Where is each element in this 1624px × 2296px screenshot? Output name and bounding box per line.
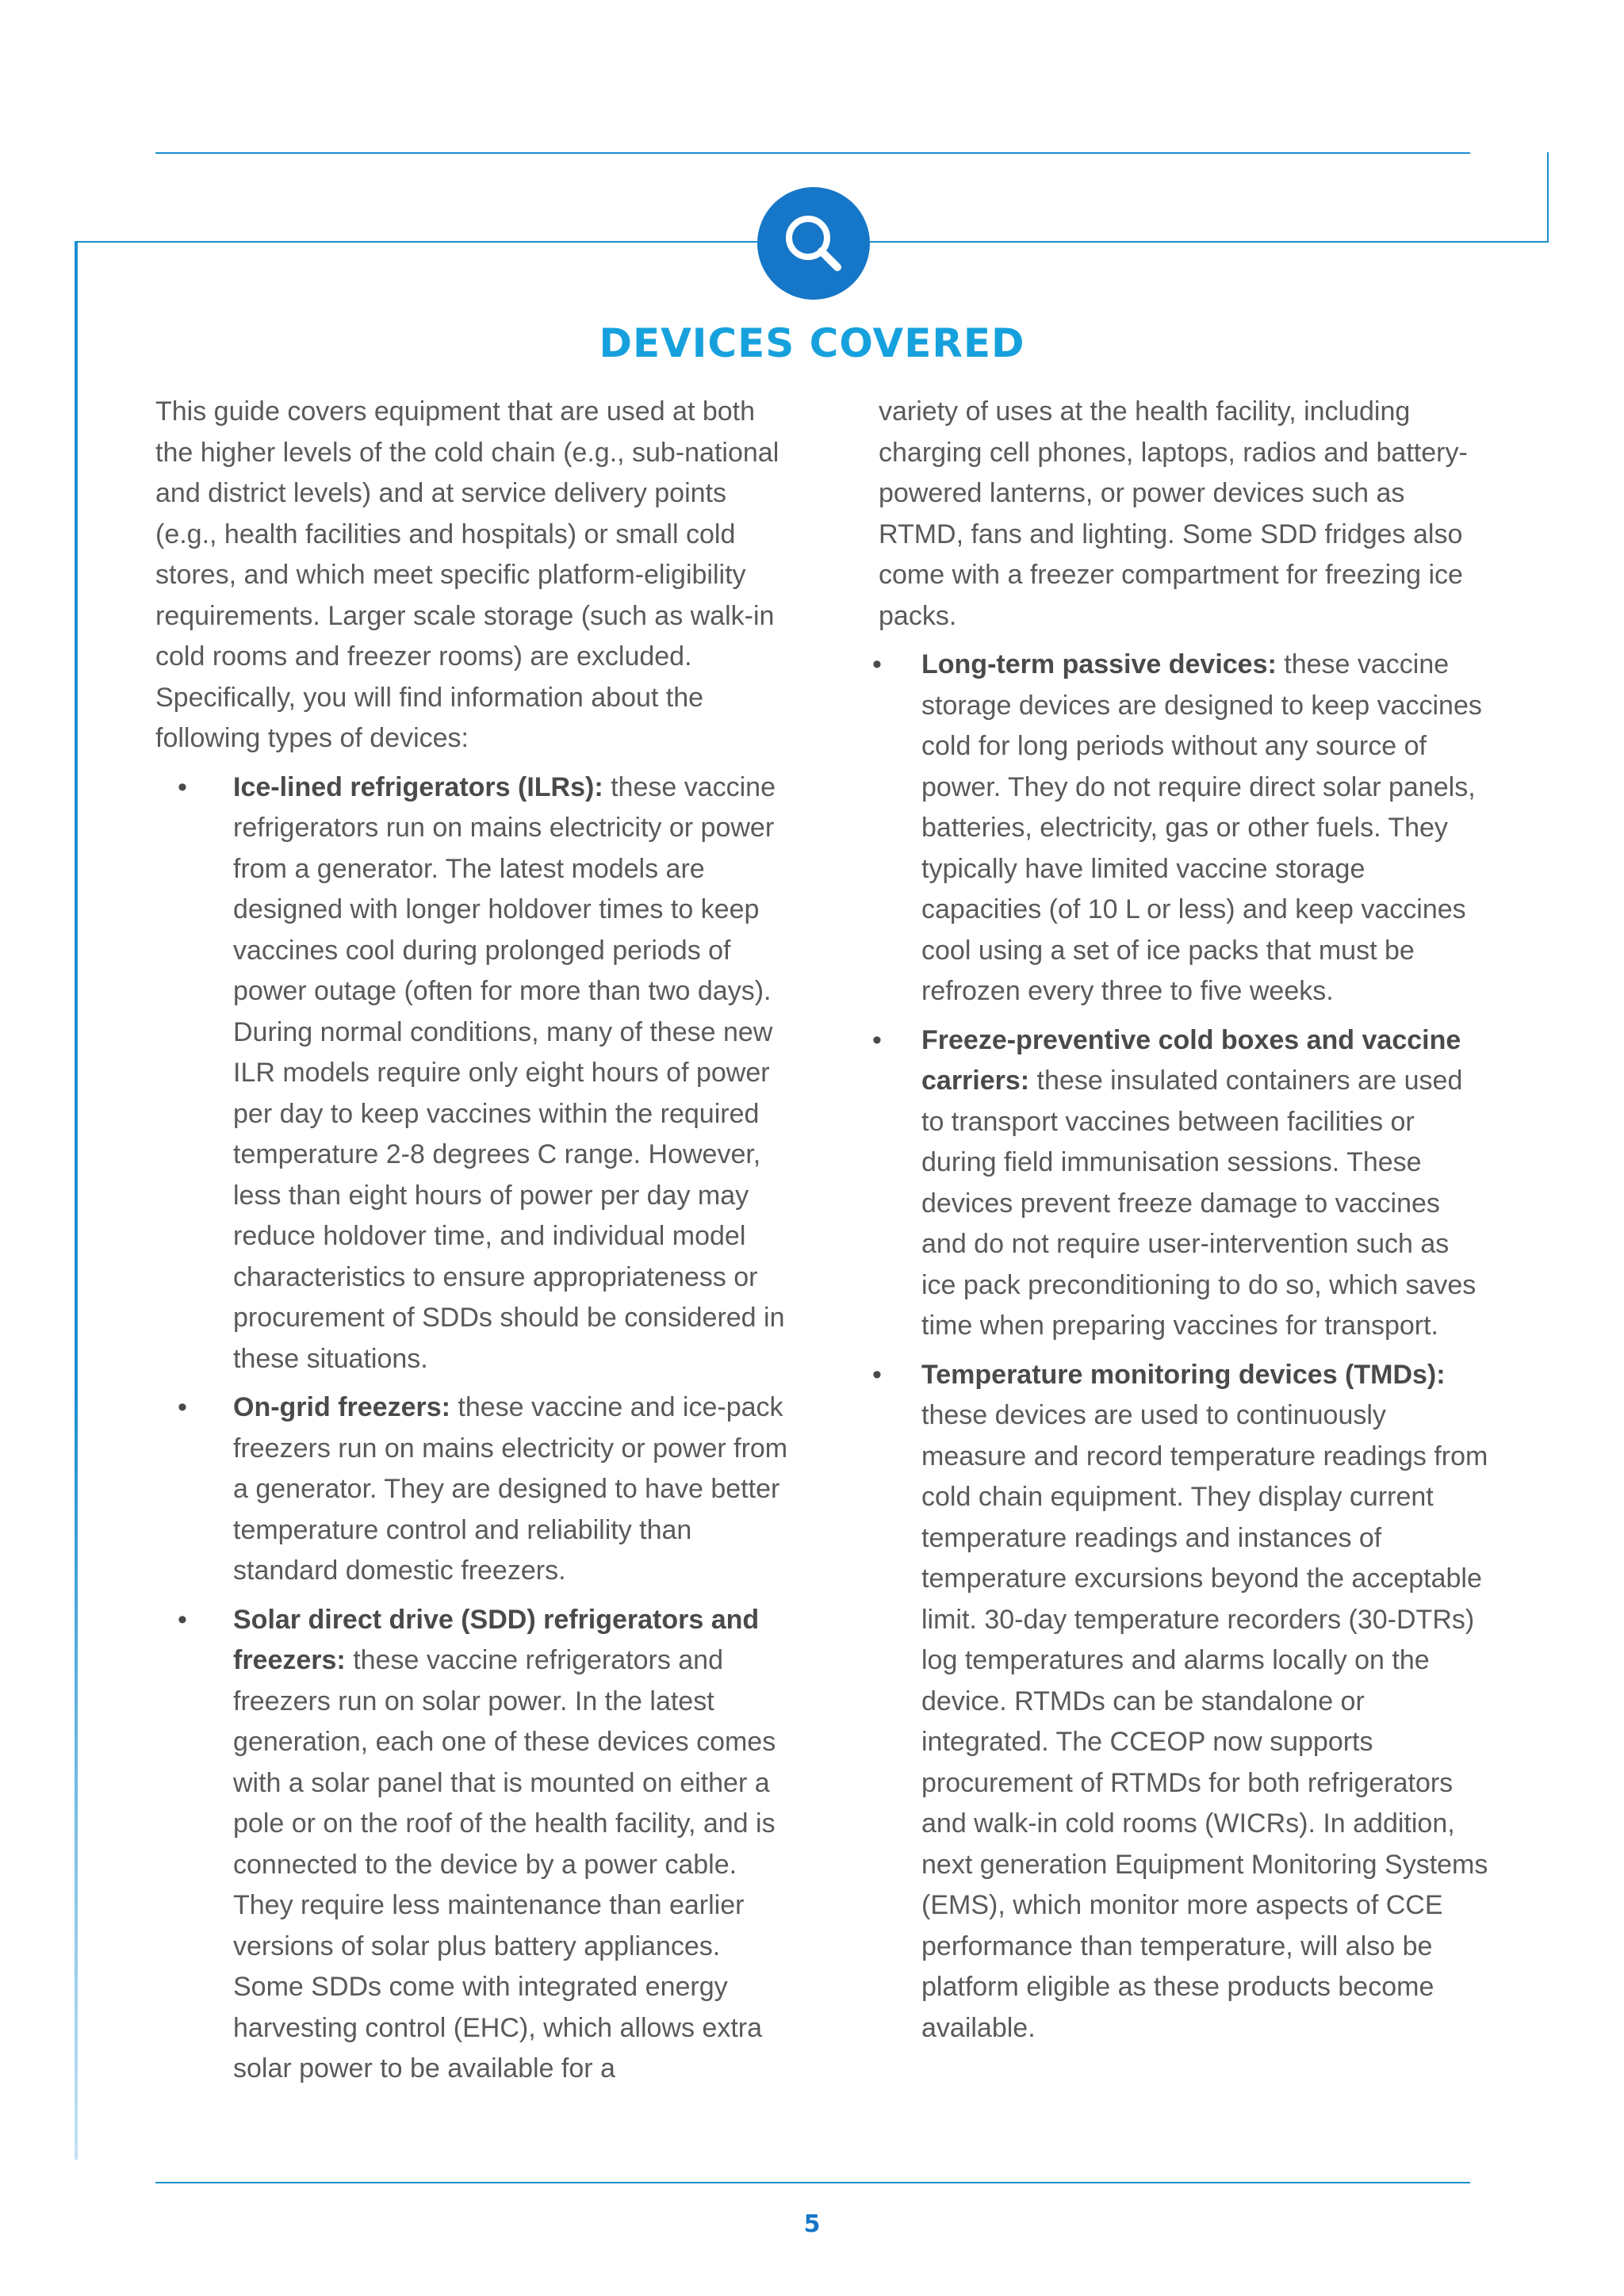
bullet-icon: •	[178, 1604, 187, 1635]
list-item-term: On-grid freezers:	[233, 1392, 450, 1422]
list-item-text: these vaccine storage devices are designed to keep vaccines cold for long periods without any source of power. They do not require direct solar panels, batteries, electricity, gas or other fuels. They typically have limited vaccine storage capacities (of 10 L or less) and keep vaccines cool using a set of ice packs that must be refrozen every three to five weeks.	[921, 649, 1482, 1006]
list-item	[155, 767, 790, 1380]
list-item-term: Solar direct drive (SDD) refrigerators and freezers:	[233, 1604, 760, 1675]
list-item-term: Freeze-preventive cold boxes and vaccine carriers:	[921, 1024, 1461, 1096]
bullet-icon: •	[178, 771, 187, 802]
search-icon	[757, 187, 870, 300]
right-frame-edge	[1547, 152, 1549, 243]
list-item-text: these vaccine refrigerators and freezers run on solar power. In the latest generation, each one of these devices comes with a solar panel that is mounted on either a pole or on the roof of the health facility, and is connected to the device by a power cable. They require less maintenance than earlier versions of solar plus battery appliances. Some SDDs come with integrated energy harvesting control (EHC), which allows extra solar power to be available for a	[233, 1645, 776, 2084]
list-item-term: Temperature monitoring devices (TMDs):	[921, 1359, 1446, 1390]
list-item-text: these vaccine refrigerators run on mains electricity or power from a generator. The latest models are designed with longer holdover times to keep vaccines cool during prolonged periods of power outage (often for more than two days). During normal conditions, many of these new ILR models require only eight hours of power per day to keep vaccines within the required temperature 2-8 degrees C range. However, less than eight hours of power per day may reduce holdover time, and individual model characteristics to ensure appropriateness or procurement of SDDs should be considered in these situations.	[233, 771, 785, 1374]
frame-top-rule-right	[870, 241, 1549, 243]
bullet-icon: •	[178, 1392, 187, 1422]
left-column	[155, 392, 790, 2098]
device-list-right	[872, 645, 1489, 2049]
list-item-term: Long-term passive devices:	[921, 649, 1277, 679]
list-item-text: these vaccine and ice-pack freezers run on mains electricity or power from a generator. They are designed to have better temperature control and reliability than standard domestic freezers.	[233, 1392, 788, 1586]
bullet-icon: •	[872, 649, 882, 679]
page-number: 5	[803, 2210, 821, 2238]
list-item-text: these insulated containers are used to transport vaccines between facilities or during field immunisation sessions. These devices prevent freeze damage to vaccines and do not require user-intervention such as ice pack preconditioning to do so, which saves time when preparing vaccines for transport.	[921, 1066, 1477, 1341]
list-item-term: Ice-lined refrigerators (ILRs):	[233, 771, 603, 802]
top-rule	[155, 152, 1470, 154]
list-item	[872, 1020, 1489, 1347]
frame-top-rule-left	[75, 241, 757, 243]
continuation-paragraph: variety of uses at the health facility, including charging cell phones, laptops, radios and battery-powered lanterns, or power devices such as RTMD, fans and lighting. Some SDD fridges also come with a freezer compartment for freezing ice packs.	[879, 396, 1468, 631]
list-item-text: these devices are used to continuously measure and record temperature readings from cold chain equipment. They display current temperature readings and instances of temperature excursions beyond the acceptable limit. 30-day temperature recorders (30-DTRs) log temperatures and alarms locally on the device. RTMDs can be standalone or integrated. The CCEOP now supports procurement of RTMDs for both refrigerators and walk-in cold rooms (WICRs). In addition, next generation Equipment Monitoring Systems (EMS), which monitor more aspects of CCE performance than temperature, will also be platform eligible as these products become available.	[921, 1400, 1488, 2043]
search-icon-badge	[757, 187, 870, 300]
bullet-icon: •	[872, 1359, 882, 1390]
bullet-icon: •	[872, 1024, 882, 1055]
page-title: DEVICES COVERED	[599, 320, 1025, 366]
bottom-rule	[155, 2182, 1470, 2183]
right-column	[872, 392, 1489, 2057]
device-list-left	[155, 767, 790, 2090]
intro-paragraph: This guide covers equipment that are used at both the higher levels of the cold chain (e.g., sub-national and district levels) and at service delivery points (e.g., health facilities and hospitals) or small cold stores, and which meet specific platform-eligibility requirements. Larger scale storage (such as walk-in cold rooms and freezer rooms) are excluded. Specifically, you will find information about the following types of devices:	[155, 396, 779, 753]
list-item	[872, 645, 1489, 1012]
left-frame-edge	[75, 241, 78, 2160]
list-item	[872, 1355, 1489, 2049]
list-item	[155, 1600, 790, 2090]
list-item	[155, 1387, 790, 1592]
